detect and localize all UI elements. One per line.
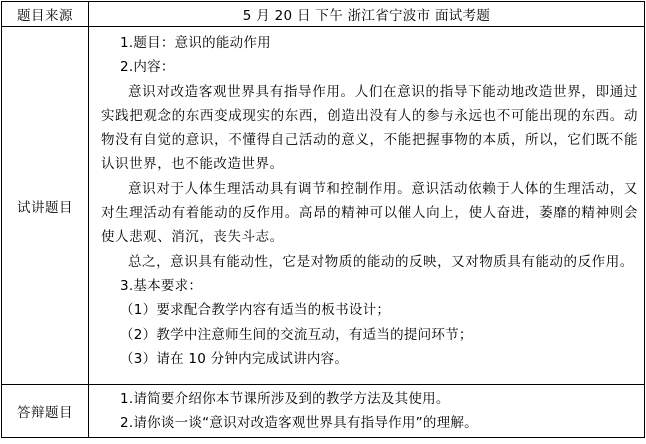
defense-question: 2.请你谈一谈“意识对改造客观世界具有指导作用”的理解。 xyxy=(120,415,478,432)
trial-row xyxy=(2,27,645,385)
trial-paragraph: 意识对改造客观世界具有指导作用。人们在意识的指导下能动地改造世界，即通过实践把观念的东西变成现实的东西，创造出没有人的参与永远也不可能出现的东西。动物没有自觉的意识，不懂得自己活动的意义，不能把握事物的本质，所以，它们既不能认识世界，也不能改造世界。 xyxy=(101,83,638,173)
trial-content-cell xyxy=(89,27,645,385)
source-title: 5 月 20 日 下午 浙江省宁波市 面试考题 xyxy=(89,2,645,27)
exam-grid xyxy=(1,1,645,438)
trial-paragraph: 总之，意识具有能动性，它是对物质的能动的反映，又对物质具有能动的反作用。 xyxy=(128,253,634,270)
requirement-item: （3）请在 10 分钟内完成试讲内容。 xyxy=(120,350,349,367)
defense-row xyxy=(2,385,645,438)
trial-label: 试讲题目 xyxy=(2,27,89,385)
defense-question: 1.请简要介绍你本节课所涉及到的教学方法及其使用。 xyxy=(120,391,450,407)
trial-paragraph: 意识对于人体生理活动具有调节和控制作用。意识活动依赖于人体的生理活动，又对生理活动有着能动的反作用。高昂的精神可以催人向上，使人奋进，萎靡的精神则会使人悲观、消沉，丧失斗志。 xyxy=(101,180,638,246)
requirement-item: （1）要求配合教学内容有适当的板书设计； xyxy=(120,302,391,319)
defense-content xyxy=(89,385,644,436)
trial-content-heading: 2.内容： xyxy=(120,59,175,76)
exam-question-table xyxy=(1,1,645,442)
header-row xyxy=(2,2,645,27)
trial-requirements-heading: 3.基本要求： xyxy=(120,277,203,294)
defense-label: 答辩题目 xyxy=(2,385,89,438)
trial-content xyxy=(89,27,644,371)
requirement-item: （2）教学中注意师生间的交流互动，有适当的提问环节； xyxy=(120,326,473,343)
source-label: 题目来源 xyxy=(2,2,89,27)
defense-content-cell xyxy=(89,385,645,438)
trial-topic: 1.题目：意识的能动作用 xyxy=(120,35,271,51)
